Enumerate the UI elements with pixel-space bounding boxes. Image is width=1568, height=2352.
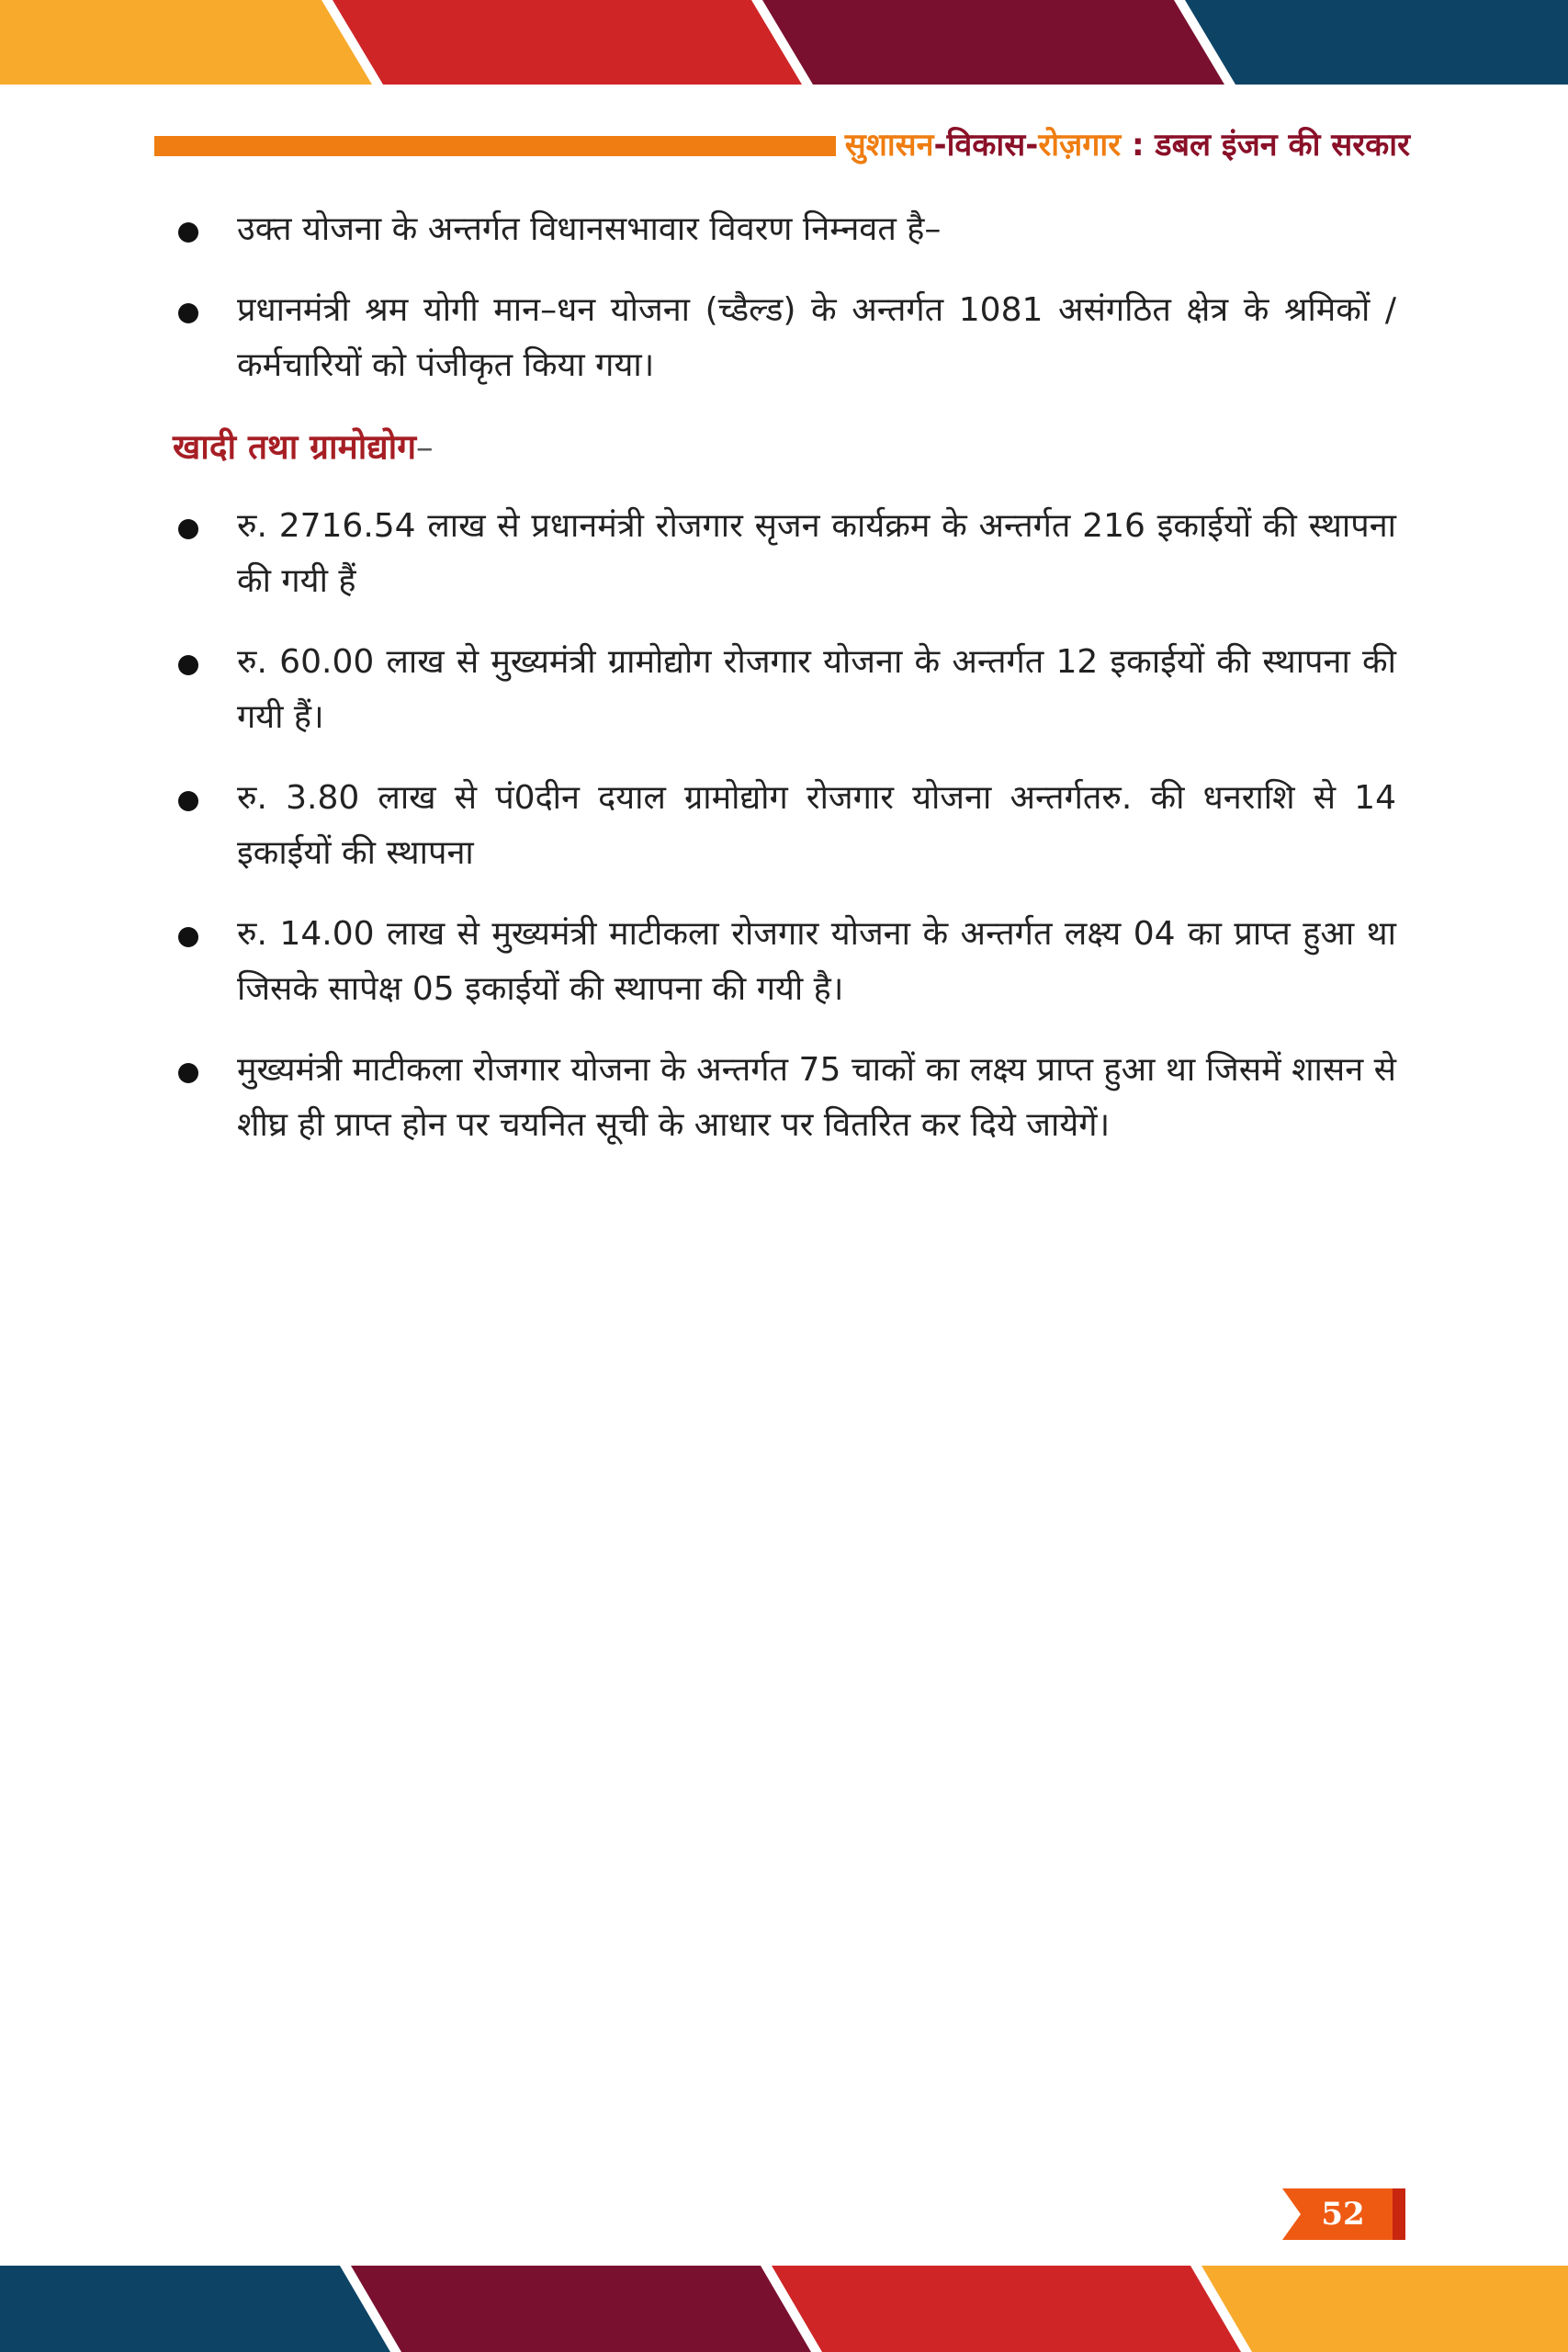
bottom-color-band — [0, 2266, 1568, 2352]
header-title — [845, 125, 1410, 165]
bullet-text: प्रधानमंत्री श्रम योगी मान–धन योजना (च्डैल्ड) के अन्तर्गत 1081 असंगठित क्षेत्र के श्रमिकों / कर्मचारियों को पंजीकृत किया गया। — [237, 291, 1396, 384]
list-item — [175, 771, 1396, 881]
page-number-tab — [1282, 2188, 1409, 2240]
section-heading-dash: – — [416, 427, 434, 467]
bullet-text: रु. 3.80 लाख से पं0दीन दयाल ग्रामोद्योग रोजगार योजना अन्तर्गतरु. की धनराशि से 14 इकाईयों की स्थापना — [237, 779, 1396, 872]
header-title-part-3: रोज़गार — [1038, 127, 1122, 164]
page-content — [175, 202, 1396, 1179]
bullet-dot — [178, 303, 198, 323]
bullet-dot — [178, 791, 198, 811]
section-heading-text: खादी तथा ग्रामोद्योग — [173, 426, 417, 467]
header-orange-rule — [154, 136, 836, 156]
top-band-navy — [1185, 0, 1568, 85]
bullet-text: मुख्यमंत्री माटीकला रोजगार योजना के अन्तर्गत 75 चाकों का लक्ष्य प्राप्त हुआ था जिसमें शासन से शीघ्र ही प्राप्त होन पर चयनित सूची के आधार पर वितरित कर दिये जायेगें। — [237, 1051, 1396, 1144]
header-title-part-4: : डबल इंजन की सरकार — [1121, 127, 1410, 164]
list-item — [175, 202, 1396, 257]
bullet-dot — [178, 655, 198, 675]
page-number: 52 — [1321, 2196, 1365, 2233]
top-color-band — [0, 0, 1568, 85]
bullet-text: रु. 2716.54 लाख से प्रधानमंत्री रोजगार सृजन कार्यक्रम के अन्तर्गत 216 इकाईयों की स्थापना की गयी हैं — [237, 507, 1396, 600]
top-band-maroon — [762, 0, 1224, 85]
list-item — [175, 499, 1396, 609]
bullet-text: उक्त योजना के अन्तर्गत विधानसभावार विवरण निम्नवत है– — [237, 210, 942, 248]
bullet-dot — [178, 222, 198, 243]
header-title-part-1: सुशासन — [844, 127, 934, 164]
bottom-band-red — [772, 2266, 1241, 2352]
list-item — [175, 283, 1396, 393]
top-band-yellow — [0, 0, 372, 85]
bullet-text: रु. 14.00 लाख से मुख्यमंत्री माटीकला रोजगार योजना के अन्तर्गत लक्ष्य 04 का प्राप्त हुआ था जिसके सापेक्ष 05 इकाईयों की स्थापना की गयी है। — [237, 915, 1396, 1008]
header-title-part-2: -विकास- — [933, 127, 1039, 164]
bottom-band-maroon — [351, 2266, 811, 2352]
bullet-dot — [178, 1063, 198, 1083]
bottom-band-navy — [0, 2266, 390, 2352]
bottom-band-yellow — [1201, 2266, 1568, 2352]
top-band-red — [333, 0, 802, 85]
bullet-dot — [178, 927, 198, 947]
list-item — [175, 1043, 1396, 1153]
bullet-dot — [178, 519, 198, 539]
section-heading-khadi — [173, 419, 1396, 475]
list-item — [175, 635, 1396, 745]
list-item — [175, 907, 1396, 1017]
bullet-text: रु. 60.00 लाख से मुख्यमंत्री ग्रामोद्योग रोजगार योजना के अन्तर्गत 12 इकाईयों की स्थापना की गयी हैं। — [237, 643, 1396, 736]
